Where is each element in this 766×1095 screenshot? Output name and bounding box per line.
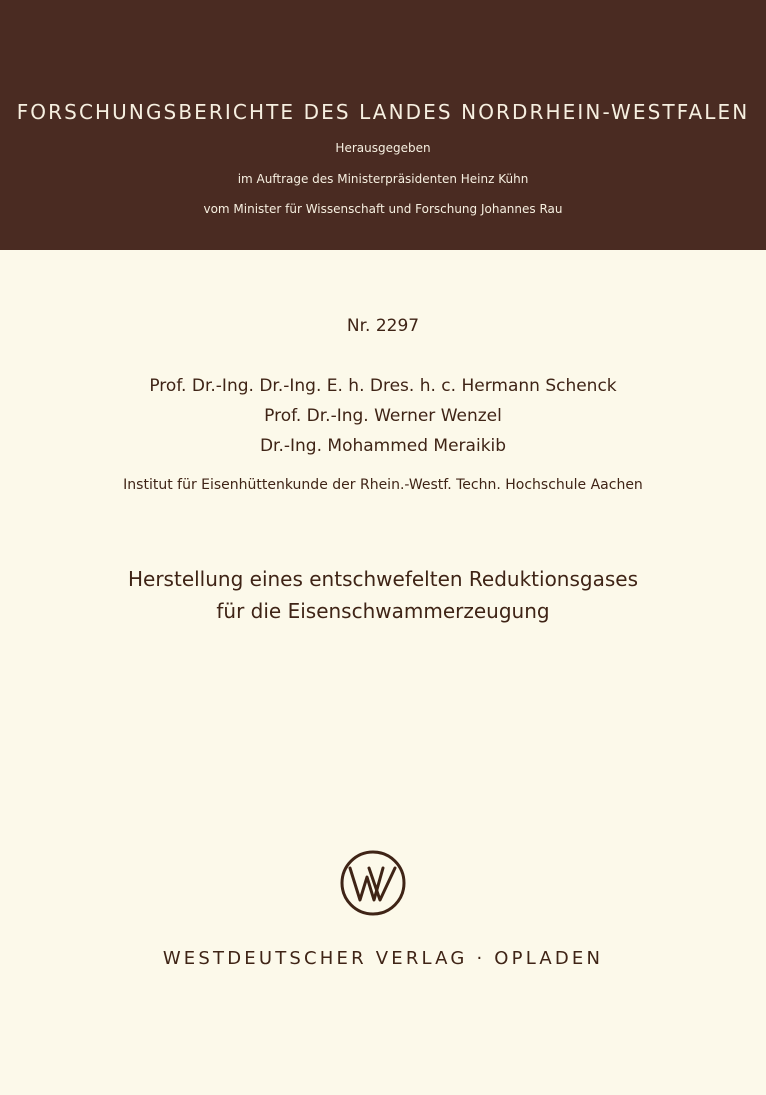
editor-line-3: vom Minister für Wissenschaft und Forschung Johannes Rau (203, 202, 563, 216)
author-2: Prof. Dr.-Ing. Werner Wenzel (264, 406, 502, 426)
series-title: FORSCHUNGSBERICHTE DES LANDES NORDRHEIN-WESTFALEN (16, 100, 750, 124)
author-3: Dr.-Ing. Mohammed Meraikib (259, 436, 507, 456)
editor-line-2: im Auftrage des Ministerpräsidenten Heinz Kühn (237, 172, 529, 186)
title-line-2: für die Eisenschwammerzeugung (216, 599, 550, 623)
publisher: WESTDEUTSCHER VERLAG · OPLADEN (162, 948, 604, 969)
author-1: Prof. Dr.-Ing. Dr.-Ing. E. h. Dres. h. c. Hermann Schenck (149, 376, 617, 396)
header-band (0, 0, 766, 250)
editor-line-1: Herausgegeben (335, 141, 431, 155)
institute: Institut für Eisenhüttenkunde der Rhein.-Westf. Techn. Hochschule Aachen (123, 477, 643, 493)
report-number: Nr. 2297 (346, 316, 420, 336)
title-line-1: Herstellung eines entschwefelten Reduktionsgases (127, 567, 638, 591)
publisher-logo-icon (339, 849, 407, 917)
